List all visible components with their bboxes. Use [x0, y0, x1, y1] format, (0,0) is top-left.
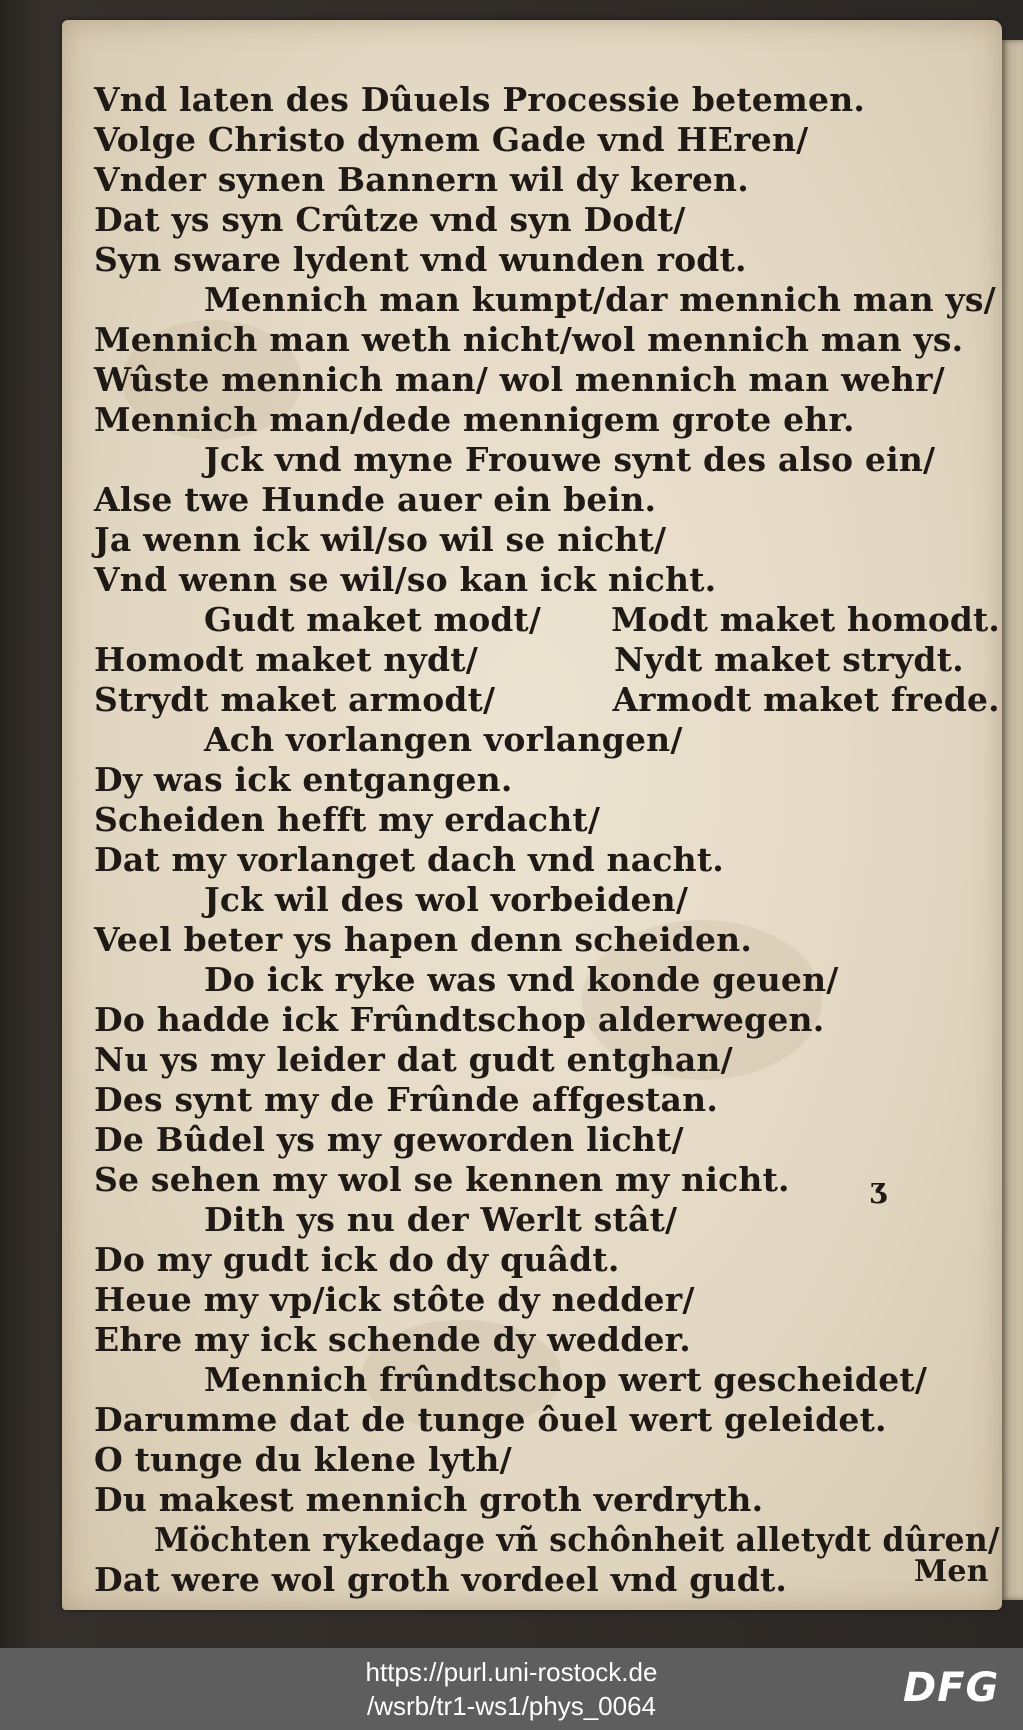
text-line: Jck vnd myne Frouwe synt des also ein/ [204, 440, 936, 479]
text-line-two-column [94, 680, 1000, 720]
text-line-two-column [204, 600, 1000, 640]
margin-mark-icon: ʒ [870, 1172, 886, 1205]
text-line: Scheiden hefft my erdacht/ [94, 800, 601, 839]
text-line: Dat were wol groth vordeel vnd gudt. [94, 1560, 788, 1599]
text-line: Dy was ick entgangen. [94, 760, 513, 799]
text-line-left: Homodt maket nydt/ [94, 640, 478, 679]
text-line: Se sehen my wol se kennen my nicht. [94, 1160, 790, 1199]
text-line: Nu ys my leider dat gudt entghan/ [94, 1040, 733, 1079]
text-line: Alse twe Hunde auer ein bein. [94, 480, 657, 519]
text-line: Do hadde ick Frûndtschop alderwegen. [94, 1000, 825, 1039]
text-line: Vnder synen Bannern wil dy keren. [94, 160, 749, 199]
text-line: Dat my vorlanget dach vnd nacht. [94, 840, 724, 879]
dfg-logo: DFG [903, 1665, 1000, 1711]
text-line-right: Modt maket homodt. [611, 600, 1000, 639]
text-line: Möchten rykedage vñ schônheit alletydt dûren/ [154, 1520, 1000, 1559]
text-line: Des synt my de Frûnde affgestan. [94, 1080, 719, 1119]
text-line: Dat ys syn Crûtze vnd syn Dodt/ [94, 200, 686, 239]
text-line-two-column [94, 640, 994, 680]
page-text [94, 80, 1004, 1610]
text-line: Darumme dat de tunge ôuel wert geleidet. [94, 1400, 887, 1439]
text-line: Syn sware lydent vnd wunden rodt. [94, 240, 747, 279]
text-line-right: Nydt maket strydt. [614, 640, 964, 679]
text-line: Mennich frûndtschop wert gescheidet/ [204, 1360, 928, 1399]
text-line: Do ick ryke was vnd konde geuen/ [204, 960, 839, 999]
text-line: Mennich man weth nicht/wol mennich man ys. [94, 320, 964, 359]
text-line: Ehre my ick schende dy wedder. [94, 1320, 691, 1359]
text-line: Veel beter ys hapen denn scheiden. [94, 920, 753, 959]
text-line: Ja wenn ick wil/so wil se nicht/ [94, 520, 667, 559]
text-line: Jck wil des wol vorbeiden/ [204, 880, 689, 919]
text-line: Ach vorlangen vorlangen/ [204, 720, 683, 759]
text-line: Wûste mennich man/ wol mennich man wehr/ [94, 360, 945, 399]
text-line: Heue my vp/ick stôte dy nedder/ [94, 1280, 695, 1319]
text-line-left: Strydt maket armodt/ [94, 680, 496, 719]
text-line-left: Gudt maket modt/ [204, 600, 541, 639]
text-line: Du makest mennich groth verdryth. [94, 1480, 764, 1519]
text-line: Volge Christo dynem Gade vnd HEren/ [94, 120, 809, 159]
text-line: Vnd wenn se wil/so kan ick nicht. [94, 560, 717, 599]
source-url-line1[interactable]: https://purl.uni-rostock.de [365, 1657, 658, 1687]
source-url-line2[interactable]: /wsrb/tr1-ws1/phys_0064 [366, 1691, 657, 1721]
text-line: De Bûdel ys my geworden licht/ [94, 1120, 684, 1159]
text-line: Vnd laten des Dûuels Processie betemen. [94, 80, 866, 119]
catchword: Men [914, 1554, 989, 1589]
footer-bar [0, 1648, 1023, 1730]
text-line-right: Armodt maket frede. [612, 680, 1000, 719]
text-line: Dith ys nu der Werlt stât/ [204, 1200, 678, 1239]
text-line: Mennich man kumpt/dar mennich man ys/ [204, 280, 996, 319]
text-line: Mennich man/dede mennigem grote ehr. [94, 400, 855, 439]
next-page-edge [1002, 40, 1023, 1600]
text-line: Do my gudt ick do dy quâdt. [94, 1240, 620, 1279]
text-line: O tunge du klene lyth/ [94, 1440, 512, 1479]
